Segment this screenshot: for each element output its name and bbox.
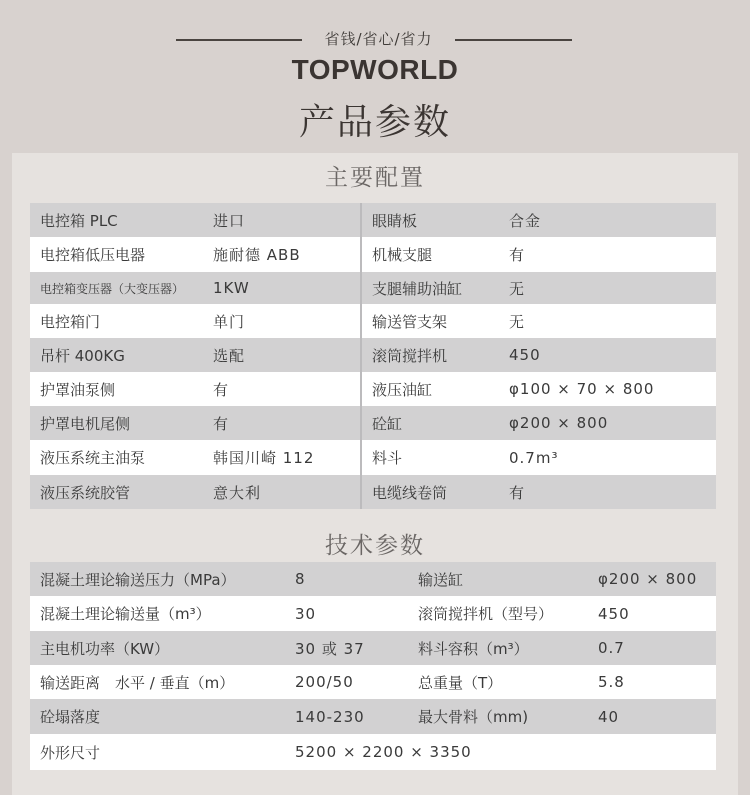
tagline-divider-left	[176, 39, 302, 41]
tech-cell: 0.7	[588, 631, 716, 665]
config-cell: 眼睛板	[361, 203, 499, 237]
tech-cell: 输送缸	[408, 562, 588, 596]
tagline: 省钱/省心/省力	[324, 30, 433, 48]
tech-cell: 40	[588, 699, 716, 734]
tech-cell: 140-230	[285, 699, 408, 734]
config-cell: 1KW	[203, 272, 361, 304]
table-row	[30, 596, 716, 631]
table-row	[30, 406, 716, 440]
config-cell: 电控箱低压电器	[30, 237, 203, 272]
config-cell: 韩国川崎 112	[203, 440, 361, 475]
config-cell: 有	[499, 237, 716, 272]
config-cell: 意大利	[203, 475, 361, 509]
config-cell: 料斗	[361, 440, 499, 475]
config-cell: 液压系统主油泵	[30, 440, 203, 475]
config-cell: 有	[499, 475, 716, 509]
config-cell: 支腿辅助油缸	[361, 272, 499, 304]
config-cell: 机械支腿	[361, 237, 499, 272]
config-cell: 单门	[203, 304, 361, 338]
config-cell: 护罩电机尾侧	[30, 406, 203, 440]
table-row	[30, 237, 716, 272]
table-row	[30, 338, 716, 372]
config-cell: 有	[203, 372, 361, 406]
config-cell: 输送管支架	[361, 304, 499, 338]
tech-cell: 30	[285, 596, 408, 631]
config-cell: 电控箱变压器（大变压器）	[30, 272, 203, 304]
tech-cell: 5.8	[588, 665, 716, 699]
tech-cell: 总重量（T）	[408, 665, 588, 699]
config-cell: 吊杆 400KG	[30, 338, 203, 372]
tech-cell: 主电机功率（KW）	[30, 631, 285, 665]
config-cell: 无	[499, 304, 716, 338]
config-cell: 滚筒搅拌机	[361, 338, 499, 372]
config-cell: 电控箱 PLC	[30, 203, 203, 237]
tech-cell: 200/50	[285, 665, 408, 699]
table-row	[30, 665, 716, 699]
config-cell: 电缆线卷筒	[361, 475, 499, 509]
config-cell: 液压系统胶管	[30, 475, 203, 509]
spec-panel	[12, 153, 738, 795]
config-cell: 无	[499, 272, 716, 304]
tech-cell: 外形尺寸	[30, 734, 285, 770]
tech-cell: 8	[285, 562, 408, 596]
tech-cell: 混凝土理论输送压力（MPa）	[30, 562, 285, 596]
config-cell: 护罩油泵侧	[30, 372, 203, 406]
config-cell: 450	[499, 338, 716, 372]
tagline-divider-right	[455, 39, 572, 41]
tech-section-title: 技术参数	[325, 533, 425, 559]
table-row	[30, 699, 716, 734]
page-title: 产品参数	[298, 102, 451, 143]
tech-cell: 30 或 37	[285, 631, 408, 665]
config-section-title: 主要配置	[325, 165, 425, 191]
tech-cell: 输送距离 水平 / 垂直（m）	[30, 665, 285, 699]
table-row	[30, 272, 716, 304]
config-cell: 0.7m³	[499, 440, 716, 475]
config-table	[30, 203, 716, 509]
page-header	[0, 0, 750, 155]
tech-table	[30, 562, 716, 770]
config-cell: 施耐德 ABB	[203, 237, 361, 272]
config-cell: φ200 × 800	[499, 406, 716, 440]
tech-cell: 最大骨料（mm)	[408, 699, 588, 734]
tagline-row	[0, 28, 750, 52]
config-cell: 砼缸	[361, 406, 499, 440]
tech-cell: 料斗容积（m³）	[408, 631, 588, 665]
tech-cell: 混凝土理论输送量（m³）	[30, 596, 285, 631]
tech-cell: 450	[588, 596, 716, 631]
tech-cell: 滚筒搅拌机（型号）	[408, 596, 588, 631]
tech-cell: 5200 × 2200 × 3350	[285, 734, 716, 770]
config-cell: φ100 × 70 × 800	[499, 372, 716, 406]
table-row	[30, 203, 716, 237]
table-row	[30, 440, 716, 475]
table-row	[30, 304, 716, 338]
table-row	[30, 734, 716, 770]
tech-cell: 砼塌落度	[30, 699, 285, 734]
table-row	[30, 562, 716, 596]
tech-cell: φ200 × 800	[588, 562, 716, 596]
table-row	[30, 475, 716, 509]
config-cell: 液压油缸	[361, 372, 499, 406]
config-cell: 有	[203, 406, 361, 440]
config-cell: 选配	[203, 338, 361, 372]
table-row	[30, 372, 716, 406]
config-cell: 合金	[499, 203, 716, 237]
table-row	[30, 631, 716, 665]
config-cell: 电控箱门	[30, 304, 203, 338]
brand-name: TOPWORLD	[291, 54, 459, 85]
config-cell: 进口	[203, 203, 361, 237]
